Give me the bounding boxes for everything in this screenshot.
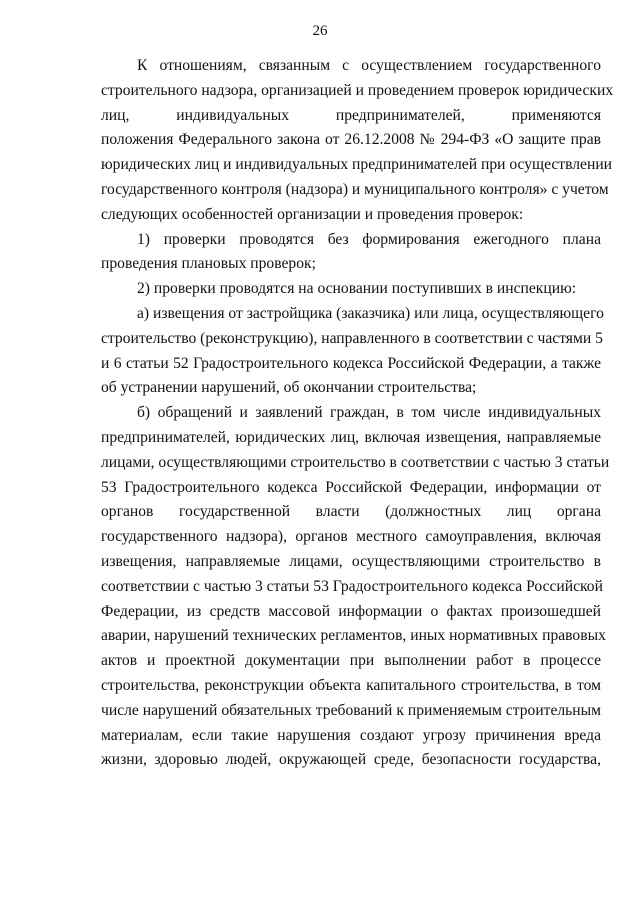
text-line: положения Федерального закона от 26.12.2008 № 294-ФЗ «О защите прав (101, 131, 601, 149)
text-line: следующих особенностей организации и проведения проверок: (101, 205, 524, 223)
text-line: строительного надзора, организацией и проведением проверок юридических (101, 81, 614, 99)
text-line: соответствии с частью 3 статьи 53 Градостроительного кодекса Российской (101, 577, 603, 595)
text-line: 1) проверки проводятся без формирования ежегодного плана (137, 230, 601, 248)
text-line: 2) проверки проводятся на основании поступивших в инспекцию: (137, 280, 577, 298)
text-line: юридических лиц и индивидуальных предпринимателей при осуществлении (101, 156, 613, 174)
text-line: жизни, здоровью людей, окружающей среде, безопасности государства, (101, 751, 601, 769)
text-line: лицами, осуществляющими строительство в соответствии с частью 3 статьи (101, 453, 610, 471)
text-line: аварии, нарушений технических регламентов, иных нормативных правовых (101, 627, 606, 645)
text-line: а) извещения от застройщика (заказчика) или лица, осуществляющего (137, 304, 604, 322)
text-line: и 6 статьи 52 Градостроительного кодекса Российской Федерации, а также (101, 354, 601, 372)
text-line: актов и проектной документации при выполнении работ в процессе (101, 652, 601, 670)
text-line: извещения, направляемые лицами, осуществляющими строительство в (101, 552, 601, 570)
text-line: органов государственной власти (должностных лиц органа (101, 503, 601, 521)
text-line: Федерации, из средств массовой информации о фактах произошедшей (101, 602, 601, 620)
text-line: К отношениям, связанным с осуществлением государственного (137, 57, 601, 74)
text-line: 53 Градостроительного кодекса Российской Федерации, информации от (101, 478, 601, 496)
text-line: об устранении нарушений, об окончании строительства; (101, 379, 477, 397)
text-line: государственного контроля (надзора) и муниципального контроля» с учетом (101, 180, 609, 198)
text-line: строительство (реконструкцию), направленного в соответствии с частями 5 (101, 329, 603, 347)
page-number: 26 (312, 23, 328, 39)
text-line: проведения плановых проверок; (101, 255, 316, 273)
text-line: числе нарушений обязательных требований к применяемым строительным (101, 701, 601, 719)
text-line: предпринимателей, юридических лиц, включая извещения, направляемые (101, 428, 601, 446)
body-text (101, 54, 614, 773)
text-line: материалам, если такие нарушения создают угрозу причинения вреда (101, 726, 601, 744)
text-line: лиц, индивидуальных предпринимателей, применяются (101, 106, 601, 124)
text-line: б) обращений и заявлений граждан, в том числе индивидуальных (137, 404, 601, 422)
text-line: строительства, реконструкции объекта капитального строительства, в том (101, 676, 601, 694)
text-line: государственного надзора), органов местного самоуправления, включая (101, 528, 601, 546)
